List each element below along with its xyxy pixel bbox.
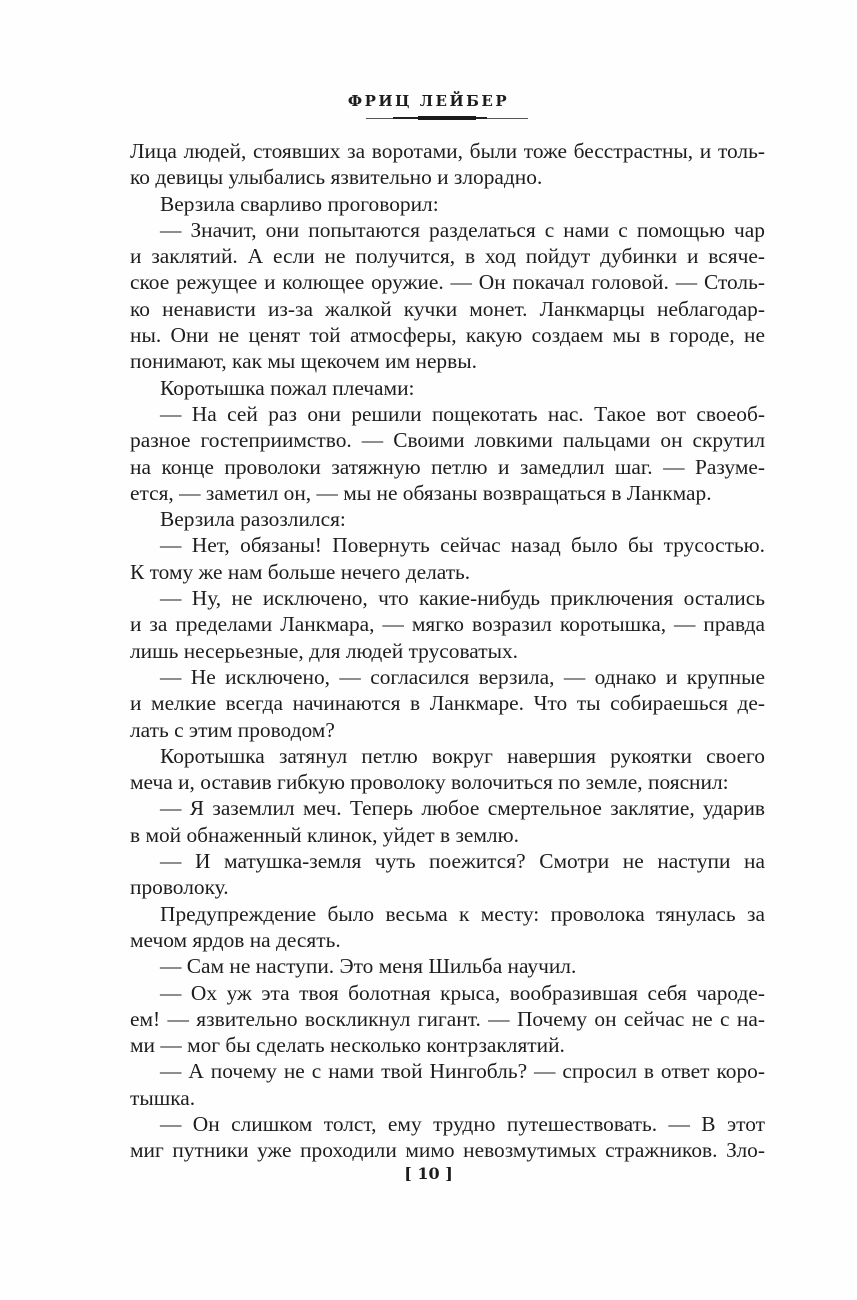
text-line: ко ненависти из-за жалкой кучки монет. Ланкмарцы неблагодар- — [130, 296, 765, 321]
text-line: мечом ярдов на десять. — [130, 927, 341, 952]
text-line: миг путники уже проходили мимо невозмутимых стражников. Зло- — [130, 1138, 765, 1163]
text-line: в мой обнаженный клинок, уйдет в землю. — [130, 822, 519, 847]
running-head-author: ФРИЦ ЛЕЙБЕР — [347, 92, 510, 110]
text-line: ми — мог бы сделать несколько контрзаклятий. — [130, 1033, 565, 1058]
text-line: Коротышка затянул петлю вокруг навершия рукоятки своего — [160, 743, 765, 768]
text-line: ны. Они не ценят той атмосферы, какую создаем мы в городе, не — [130, 323, 765, 348]
text-line: меча и, оставив гибкую проволоку волочиться по земле, пояснил: — [130, 770, 729, 795]
text-line: ется, — заметил он, — мы не обязаны возвращаться в Ланкмар. — [130, 480, 712, 505]
text-line: — Ох уж эта твоя болотная крыса, вообразившая себя чароде- — [160, 980, 765, 1005]
text-line: лишь несерьезные, для людей трусоватых. — [130, 638, 518, 663]
text-line: на конце проволоки затяжную петлю и замедлил шаг. — Разуме- — [130, 454, 765, 479]
text-line: — Я заземлил меч. Теперь любое смертельное заклятие, ударив — [160, 796, 765, 821]
page-number: [ 10 ] — [404, 1164, 453, 1183]
text-line: Верзила разозлился: — [160, 507, 346, 532]
text-line: понимают, как мы щекочем им нервы. — [130, 349, 477, 374]
text-line: — Значит, они попытаются разделаться с нами с помощью чар — [160, 217, 765, 242]
text-line: — Нет, обязаны! Повернуть сейчас назад было бы трусостью. — [160, 533, 765, 558]
text-line: тышка. — [130, 1085, 196, 1110]
text-line: ко девицы улыбались язвительно и злорадно. — [130, 165, 543, 190]
text-line: разное гостеприимство. — Своими ловкими пальцами он скрутил — [130, 428, 765, 453]
text-line: Лица людей, стоявших за воротами, были тоже бесстрастны, и толь- — [130, 139, 765, 163]
text-line: — Сам не наступи. Это меня Шильба научил. — [160, 954, 577, 979]
text-line: — Он слишком толст, ему трудно путешествовать. — В этот — [160, 1111, 765, 1136]
text-line: и заклятий. А если не получится, в ход пойдут дубинки и всяче- — [130, 244, 765, 269]
text-line: проволоку. — [130, 875, 229, 900]
text-line: — Ну, не исключено, что какие-нибудь приключения остались — [160, 586, 765, 611]
text-line: — На сей раз они решили пощекотать нас. Такое вот своеоб- — [160, 401, 765, 426]
text-line: — А почему не с нами твой Нингобль? — спросил в ответ коро- — [160, 1059, 765, 1084]
text-line: ское режущее и колющее оружие. — Он покачал головой. — Столь- — [130, 270, 765, 295]
text-line: и мелкие всегда начинаются в Ланкмаре. Что ты собираешься де- — [130, 691, 765, 716]
text-line: лать с этим проводом? — [130, 717, 335, 742]
text-line: — И матушка-земля чуть поежится? Смотри не наступи на — [160, 849, 765, 874]
text-line: Предупреждение было весьма к месту: проволока тянулась за — [160, 901, 765, 926]
text-line: Коротышка пожал плечами: — [160, 375, 415, 400]
text-line: К тому же нам больше нечего делать. — [130, 559, 471, 584]
text-line: и за пределами Ланкмара, — мягко возразил коротышка, — правда — [130, 612, 765, 637]
text-line: — Не исключено, — согласился верзила, — однако и крупные — [160, 664, 765, 689]
text-line: Верзила сварливо проговорил: — [160, 191, 439, 216]
text-line: ем! — язвительно воскликнул гигант. — Почему он сейчас не с на- — [130, 1006, 765, 1031]
header-rule-center — [418, 116, 476, 120]
body-text — [130, 138, 765, 1164]
